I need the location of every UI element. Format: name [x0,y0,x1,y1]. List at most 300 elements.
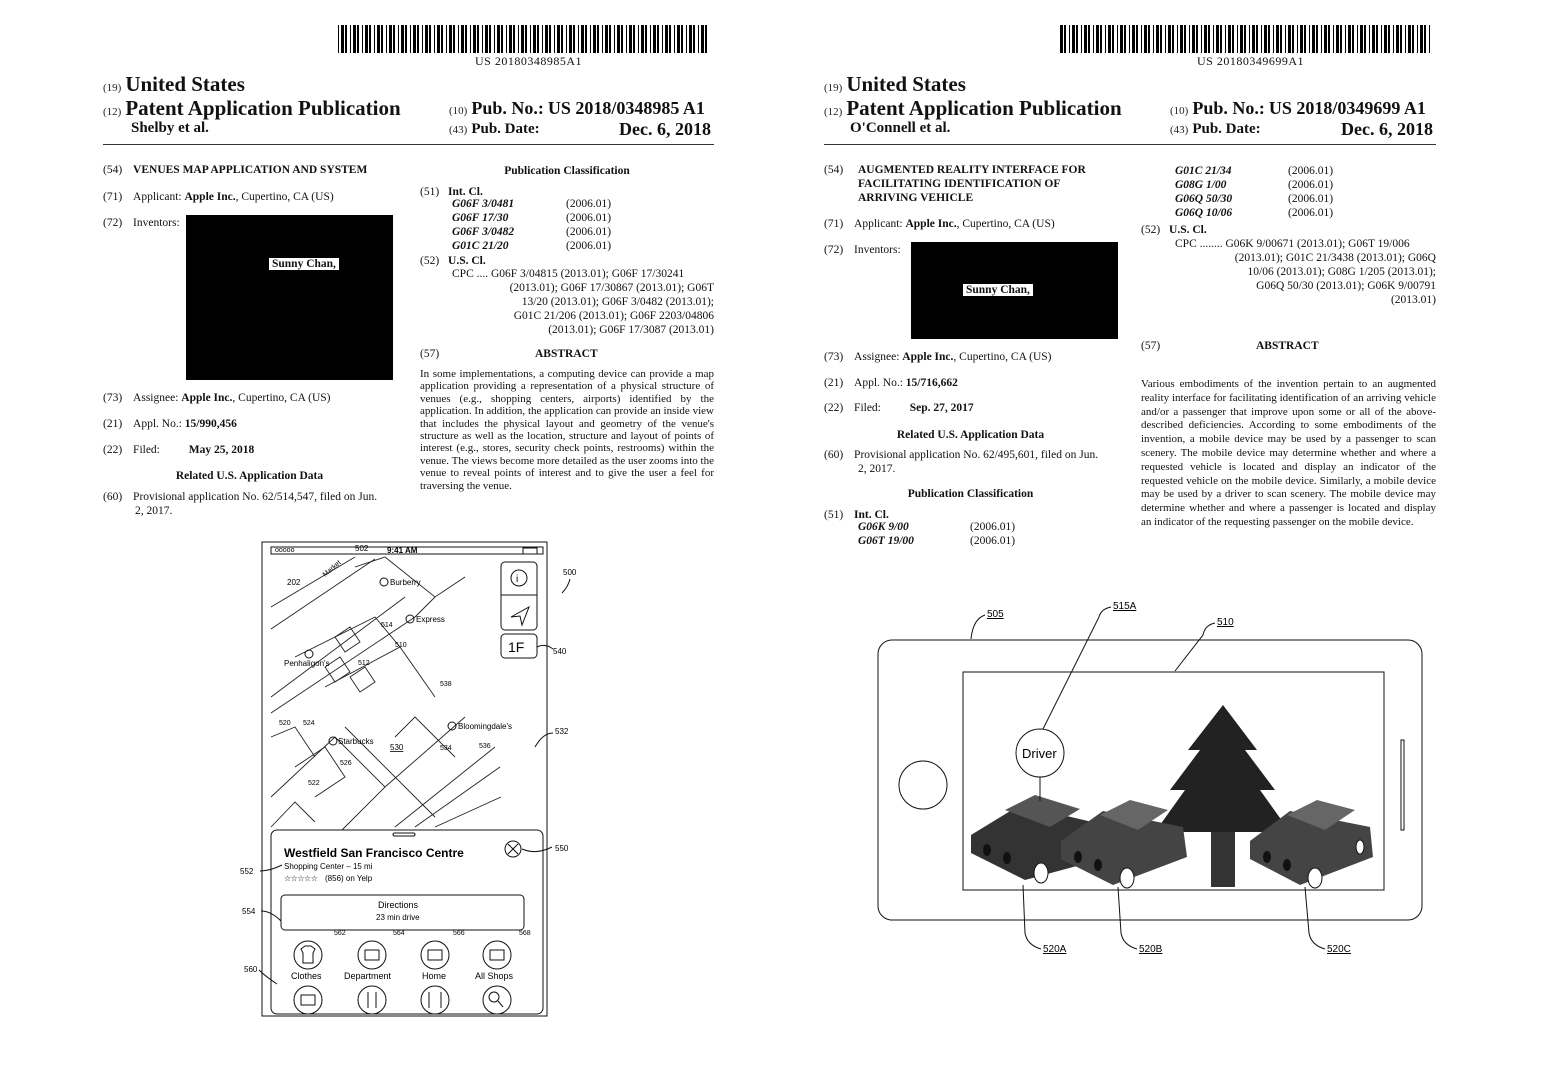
restaurant-icon [358,986,386,1014]
barcode [338,25,714,53]
abstract-text: In some implementations, a computing device can provide a map application providing a representation of a physical structure of venues (e.g., shopping centers, airports) identified by the application. In addition, the application can provide an inside view that includes the physical layout and geometry of the venue's structure as well as the location, structure and layout of points of interest (e.g., stores, security check points, restrooms) within the venue. The views become more detailed as the user zooms into the venue to reveal points of interest and to give the user a feel for traversing the venue. [420,368,714,492]
barcode-bar [621,25,623,53]
barcode-bar [374,25,375,53]
barcode-bar [1069,25,1070,53]
pubclass-heading: Publication Classification [504,165,630,177]
filed-label: Filed: [133,444,160,456]
barcode-bar [1261,25,1262,53]
assignee-field [103,391,330,405]
leader-line [562,579,570,593]
provisional-field [103,490,403,518]
map-streets [271,557,501,837]
inventors-field [103,216,180,230]
cpc-line: 13/20 (2013.01); G06F 3/0482 (2013.01); [521,296,714,308]
intcl-row: G06F 3/0482 (2006.01) [452,226,612,238]
cpc-line: CPC .... G06F 3/04815 (2013.01); G06F 17/30241 [452,268,685,280]
barcode-bar [338,25,339,53]
category-clothes: Clothes [291,971,322,981]
barcode-bar [494,25,495,53]
barcode-bar [1093,25,1094,53]
barcode-bar [1112,25,1114,53]
barcode-bar [518,25,519,53]
applicant: Apple Inc. [184,191,236,203]
ref-520a: 520A [1043,944,1067,955]
code-52: (52) [1141,224,1161,236]
barcode-bar [701,25,704,53]
barcode-bar [1321,25,1322,53]
barcode-bar [566,25,567,53]
pubdate-label: Pub. Date: [471,121,540,137]
barcode-bar [1364,25,1366,53]
country: United States [846,72,966,96]
ref-554: 554 [242,907,256,916]
leader-line [1175,623,1215,671]
rating-stars: ☆☆☆☆☆ [284,874,318,883]
title: VENUES MAP APPLICATION AND SYSTEM [133,164,368,176]
barcode-bar [1201,25,1202,53]
barcode-bar [1132,25,1135,53]
status-time: 9:41 AM [387,546,418,555]
barcode-bar [581,25,584,53]
filed-date: Sep. 27, 2017 [909,402,974,414]
barcode-bar [389,25,392,53]
barcode-bar [1189,25,1190,53]
poi-starbucks: Starbucks [338,737,374,746]
barcode-bar [1292,25,1294,53]
ref-520b: 520B [1139,944,1163,955]
divider [824,144,1436,145]
barcode-bar [1345,25,1346,53]
info-button-label: i [516,574,519,585]
ref-538: 538 [440,681,452,688]
intcl-table [858,520,1015,548]
barcode-bar [1225,25,1226,53]
code-57: (57) [1141,340,1161,352]
ref-530: 530 [390,743,404,752]
barcode-bar [653,25,656,53]
title: AUGMENTED REALITY INTERFACE FOR FACILITATING IDENTIFICATION OF ARRIVING VEHICLE [858,164,1086,204]
barcode-bar [1064,25,1066,53]
intcl-table-cont [1175,164,1333,220]
ref-540: 540 [553,647,567,656]
barcode-bar [1168,25,1171,53]
barcode-bar [602,25,603,53]
assignee-location: , Cupertino, CA (US) [953,351,1052,363]
leader-line [537,645,553,649]
ref-514: 514 [381,622,393,629]
ref-552: 552 [240,867,254,876]
barcode-bar [1372,25,1375,53]
applicant-label: Applicant: [854,218,903,230]
publication-type: Patent Application Publication [846,96,1122,120]
code-52: (52) [420,255,440,267]
barcode-bar [1172,25,1174,53]
barcode-bar [669,25,671,53]
barcode-number: US 20180349699A1 [1197,54,1305,68]
ar-vehicle-figure [875,595,1430,960]
barcode-bar [489,25,491,53]
intcl-table [452,197,611,253]
barcode-bar [1060,25,1063,53]
barcode-bar [470,25,471,53]
redacted-inventors [186,215,393,380]
code-72: (72) [824,244,844,256]
barcode-bar [350,25,351,53]
code-10: (10) [449,105,468,117]
restroom-icon [421,986,449,1014]
barcode-bar [1096,25,1099,53]
barcode-bar [1384,25,1387,53]
barcode-bar [1117,25,1118,53]
barcode-bar [509,25,512,53]
barcode-bar [561,25,563,53]
clothes-icon [294,941,322,969]
barcode-bar [365,25,368,53]
card-grabber [393,833,415,836]
country-line [103,72,245,97]
type-line [824,96,1122,121]
barcode-bar [1276,25,1279,53]
barcode-bar [1216,25,1219,53]
abstract-header [1141,339,1436,353]
barcode-bar [1177,25,1178,53]
barcode-bar [434,25,435,53]
barcode-bar [1396,25,1399,53]
barcode-bar [353,25,356,53]
barcode-bar [1352,25,1354,53]
intcl-row: G08G 1/00 (2006.01) [1175,179,1334,191]
code-22: (22) [103,444,123,456]
ref-515a: 515A [1113,601,1137,612]
status-signal: ooooo [275,547,295,554]
title-field [103,163,367,177]
ref-562: 562 [334,930,346,937]
barcode-bar [705,25,707,53]
barcode-bar [501,25,503,53]
venue-rating: (856) on Yelp [325,874,373,883]
driver-label: Driver [1022,746,1057,761]
code-51: (51) [824,509,844,521]
applicant-field [824,217,1055,231]
barcode [1060,25,1436,53]
code-43: (43) [1170,124,1189,136]
cpc-block [452,267,714,337]
abstract-heading: ABSTRACT [535,348,598,360]
barcode-bar [369,25,371,53]
barcode-bar [1240,25,1243,53]
barcode-bar [638,25,639,53]
intcl-row: G06F 3/0481 (2006.01) [452,198,612,210]
code-54: (54) [824,164,844,176]
filed-field [824,401,974,415]
ref-568: 568 [519,930,531,937]
barcode-bar [1420,25,1423,53]
code-10: (10) [1170,105,1189,117]
barcode-bar [437,25,440,53]
barcode-bar [449,25,452,53]
pubno-line [449,98,705,119]
barcode-bar [525,25,527,53]
barcode-bar [1300,25,1303,53]
barcode-bar [458,25,459,53]
barcode-bar [1280,25,1282,53]
barcode-bar [569,25,572,53]
provisional-line1: Provisional application No. 62/514,547, filed on Jun. [133,491,378,503]
code-71: (71) [103,191,123,203]
intcl-row: G01C 21/20 (2006.01) [452,240,612,252]
barcode-bar [1333,25,1334,53]
barcode-bar [1076,25,1078,53]
assignee: Apple Inc. [902,351,954,363]
barcode-bar [542,25,543,53]
applicant-field [103,190,334,204]
barcode-bar [1228,25,1231,53]
barcode-bar [357,25,359,53]
barcode-bar [1136,25,1138,53]
pubno-label: Pub. No.: [1192,98,1265,118]
barcode-bar [605,25,608,53]
ref-532: 532 [555,727,569,736]
ref-566: 566 [453,930,465,937]
ref-505: 505 [987,609,1004,620]
cpc-line: 10/06 (2013.01); G08G 1/205 (2013.01); [1247,266,1436,278]
code-57: (57) [420,348,440,360]
country: United States [125,72,245,96]
pubdate-line [449,120,711,138]
barcode-bar [641,25,644,53]
code-19: (19) [824,82,843,94]
side-button [1401,740,1404,830]
filed-label: Filed: [854,402,881,414]
barcode-bar [1208,25,1210,53]
barcode-bar [557,25,560,53]
patent-page-right [775,0,1550,1080]
appl-label: Appl. No.: [133,418,182,430]
cpc-line: (2013.01); G06F 17/3087 (2013.01) [548,324,714,336]
appl-label: Appl. No.: [854,377,903,389]
intcl-row: G06F 17/30 (2006.01) [452,212,612,224]
pubdate-label: Pub. Date: [1192,121,1261,137]
barcode-bar [1156,25,1159,53]
assignee-location: , Cupertino, CA (US) [232,392,331,404]
barcode-bar [1232,25,1234,53]
info-icon [511,570,527,586]
cpc-line: (2013.01) [1390,294,1436,306]
barcode-bar [1129,25,1130,53]
provisional-field [824,448,1124,476]
barcode-bar [425,25,428,53]
uscl-label: U.S. Cl. [448,255,486,267]
venue-subtitle: Shopping Center – 15 mi [284,862,373,871]
barcode-bar [1312,25,1315,53]
provisional-line2: 2, 2017. [135,505,173,517]
floor-button-label: 1F [508,639,525,655]
leader-line [1043,607,1111,729]
barcode-bar [1237,25,1238,53]
barcode-bar [1160,25,1162,53]
battery-icon [523,548,537,554]
poi-express: Express [416,615,445,624]
ref-536: 536 [479,743,491,750]
barcode-bar [506,25,507,53]
barcode-bar [410,25,411,53]
barcode-bar [1264,25,1267,53]
leader-line [1305,887,1325,949]
barcode-bar [1256,25,1258,53]
code-12: (12) [824,106,843,118]
barcode-bar [614,25,615,53]
barcode-bar [1244,25,1246,53]
barcode-bar [665,25,668,53]
intcl-label: Int. Cl. [448,186,483,198]
pubno: US 2018/0348985 A1 [547,98,705,118]
leader-line [971,615,985,639]
inventors-label: Inventors: [133,217,180,229]
intcl-row: G01C 21/34 (2006.01) [1175,165,1334,177]
directions-label: Directions [378,900,419,910]
barcode-bar [1124,25,1126,53]
uscl-label: U.S. Cl. [1169,224,1207,236]
ref-524: 524 [303,720,315,727]
barcode-bar [1196,25,1198,53]
barcode-bar [1285,25,1286,53]
code-51: (51) [420,186,440,198]
assignee-label: Assignee: [854,351,900,363]
barcode-bar [401,25,404,53]
barcode-bar [686,25,687,53]
ref-522: 522 [308,780,320,787]
barcode-bar [482,25,483,53]
barcode-bar [1309,25,1310,53]
inventor-name: Sunny Chan, [962,283,1034,297]
cpc-line: G06Q 50/30 (2013.01); G06K 9/00791 [1256,280,1436,292]
barcode-bar [1165,25,1166,53]
barcode-bar [477,25,479,53]
barcode-number: US 20180348985A1 [475,54,583,68]
category-all-shops: All Shops [475,971,514,981]
code-54: (54) [103,164,123,176]
barcode-bar [1249,25,1250,53]
barcode-bar [537,25,539,53]
assignee-field [824,350,1051,364]
pubdate-line [1170,120,1433,138]
barcode-bar [405,25,407,53]
intcl-label: Int. Cl. [854,509,889,521]
ref-502: 502 [355,544,369,553]
applicant: Apple Inc. [905,218,957,230]
barcode-bar [1360,25,1363,53]
applicant-location: , Cupertino, CA (US) [235,191,334,203]
category-home: Home [422,971,447,981]
divider [103,144,714,145]
related-heading: Related U.S. Application Data [175,470,324,482]
code-19: (19) [103,82,122,94]
barcode-bar [381,25,383,53]
ref-520c: 520C [1327,944,1351,955]
directions-sub: 23 min drive [376,913,420,922]
assignee-label: Assignee: [133,392,179,404]
street-label: Market [321,559,343,579]
barcode-bar [1405,25,1406,53]
ref-564: 564 [393,930,405,937]
barcode-bar [549,25,551,53]
barcode-bar [626,25,627,53]
barcode-bar [1213,25,1214,53]
barcode-bar [1297,25,1298,53]
barcode-bar [1148,25,1150,53]
authors: Shelby et al. [131,120,209,136]
barcode-bar [1388,25,1390,53]
category-department: Department [344,971,392,981]
barcode-bar [645,25,647,53]
barcode-bar [513,25,515,53]
pubdate: Dec. 6, 2018 [1341,119,1433,139]
barcode-bar [597,25,599,53]
ref-512: 512 [358,660,370,667]
ref-534: 534 [440,745,452,752]
barcode-bar [1100,25,1102,53]
filed-date: May 25, 2018 [188,444,255,456]
code-73: (73) [103,392,123,404]
barcode-bar [453,25,455,53]
cpc-block [1175,237,1436,307]
barcode-bar [533,25,536,53]
appl-number: 15/716,662 [905,377,958,389]
barcode-bar [1357,25,1358,53]
authors: O'Connell et al. [850,120,951,136]
store-icon [305,650,313,658]
type-line [103,96,401,121]
appl-field [103,417,237,431]
barcode-bar [1153,25,1154,53]
barcode-bar [393,25,395,53]
barcode-bar [1417,25,1418,53]
leader-line [535,733,553,747]
barcode-bar [677,25,680,53]
country-line [824,72,966,97]
barcode-bar [578,25,579,53]
ref-520: 520 [279,720,291,727]
pubdate: Dec. 6, 2018 [619,119,711,139]
inventors-field [824,243,901,257]
barcode-bar [1393,25,1394,53]
leader-line [1023,885,1041,949]
cpc-line: G01C 21/206 (2013.01); G06F 2203/04806 [513,310,714,322]
applicant-label: Applicant: [133,191,182,203]
abstract-header [420,347,714,361]
barcode-bar [1072,25,1075,53]
store-icon [380,578,388,586]
code-12: (12) [103,106,122,118]
barcode-bar [662,25,663,53]
code-71: (71) [824,218,844,230]
barcode-bar [545,25,548,53]
poi-penhaligons: Penhaligon's [284,659,330,668]
barcode-bar [1108,25,1111,53]
car-520b [1061,800,1187,888]
cpc-line: (2013.01); G01C 21/3438 (2013.01); G06Q [1234,252,1436,264]
barcode-bar [1180,25,1183,53]
barcode-bar [485,25,488,53]
code-22: (22) [824,402,844,414]
barcode-bar [1328,25,1330,53]
poi-burberry: Burberry [390,578,421,587]
barcode-bar [1081,25,1082,53]
barcode-bar [446,25,447,53]
barcode-bar [1088,25,1090,53]
code-60: (60) [824,449,844,461]
barcode-bar [465,25,467,53]
